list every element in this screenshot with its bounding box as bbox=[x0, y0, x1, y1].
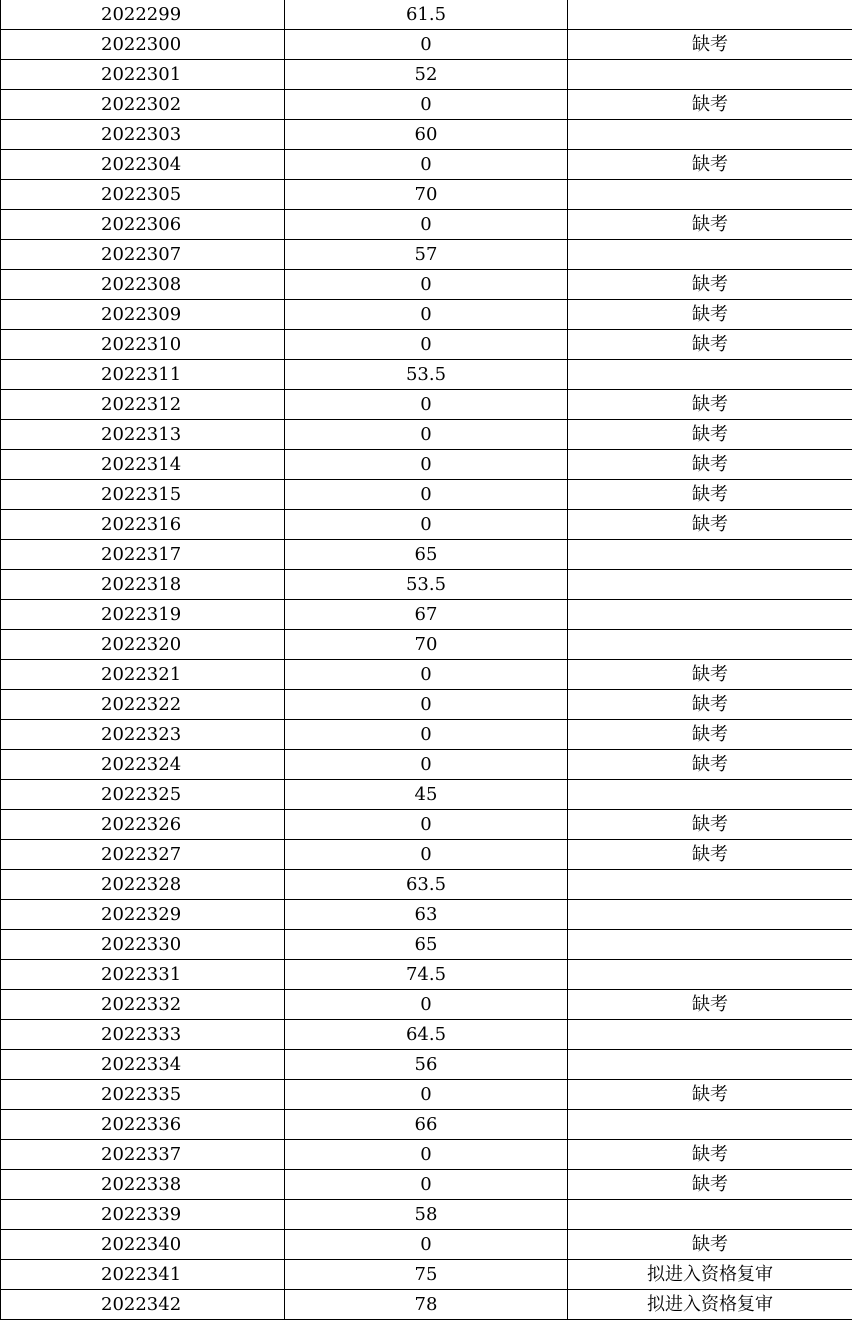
table-row bbox=[1, 1260, 852, 1290]
note-cell bbox=[568, 1200, 852, 1230]
note-cell bbox=[568, 60, 852, 90]
table-row bbox=[1, 690, 852, 720]
candidate-id-cell: 2022301 bbox=[1, 60, 285, 90]
note-cell bbox=[568, 600, 852, 630]
candidate-id-cell: 2022334 bbox=[1, 1050, 285, 1080]
table-row bbox=[1, 570, 852, 600]
table-row bbox=[1, 1110, 852, 1140]
table-row bbox=[1, 180, 852, 210]
table-row bbox=[1, 150, 852, 180]
note-cell: 缺考 bbox=[568, 90, 852, 120]
candidate-id-cell: 2022304 bbox=[1, 150, 285, 180]
note-cell: 缺考 bbox=[568, 30, 852, 60]
candidate-id-cell: 2022324 bbox=[1, 750, 285, 780]
score-cell: 0 bbox=[285, 1080, 568, 1110]
table-row bbox=[1, 840, 852, 870]
score-cell: 0 bbox=[285, 300, 568, 330]
note-cell: 缺考 bbox=[568, 330, 852, 360]
score-cell: 78 bbox=[285, 1290, 568, 1320]
score-table-body bbox=[1, 0, 852, 1320]
table-row bbox=[1, 330, 852, 360]
note-cell: 缺考 bbox=[568, 1230, 852, 1260]
table-row bbox=[1, 420, 852, 450]
candidate-id-cell: 2022342 bbox=[1, 1290, 285, 1320]
note-cell: 缺考 bbox=[568, 840, 852, 870]
note-cell bbox=[568, 360, 852, 390]
note-cell: 缺考 bbox=[568, 1170, 852, 1200]
note-cell: 拟进入资格复审 bbox=[568, 1260, 852, 1290]
note-cell bbox=[568, 870, 852, 900]
score-cell: 0 bbox=[285, 990, 568, 1020]
score-cell: 67 bbox=[285, 600, 568, 630]
table-row bbox=[1, 210, 852, 240]
score-cell: 0 bbox=[285, 690, 568, 720]
note-cell: 缺考 bbox=[568, 990, 852, 1020]
score-cell: 63 bbox=[285, 900, 568, 930]
candidate-id-cell: 2022336 bbox=[1, 1110, 285, 1140]
note-cell: 缺考 bbox=[568, 1080, 852, 1110]
table-row bbox=[1, 1230, 852, 1260]
note-cell bbox=[568, 570, 852, 600]
candidate-id-cell: 2022314 bbox=[1, 450, 285, 480]
candidate-id-cell: 2022320 bbox=[1, 630, 285, 660]
table-row bbox=[1, 1020, 852, 1050]
candidate-id-cell: 2022337 bbox=[1, 1140, 285, 1170]
score-cell: 74.5 bbox=[285, 960, 568, 990]
score-cell: 56 bbox=[285, 1050, 568, 1080]
score-cell: 0 bbox=[285, 810, 568, 840]
note-cell bbox=[568, 1020, 852, 1050]
score-cell: 0 bbox=[285, 480, 568, 510]
table-row bbox=[1, 60, 852, 90]
candidate-id-cell: 2022312 bbox=[1, 390, 285, 420]
score-cell: 63.5 bbox=[285, 870, 568, 900]
candidate-id-cell: 2022329 bbox=[1, 900, 285, 930]
score-cell: 0 bbox=[285, 1230, 568, 1260]
score-cell: 53.5 bbox=[285, 570, 568, 600]
candidate-id-cell: 2022323 bbox=[1, 720, 285, 750]
table-row bbox=[1, 780, 852, 810]
score-cell: 0 bbox=[285, 720, 568, 750]
candidate-id-cell: 2022319 bbox=[1, 600, 285, 630]
score-cell: 53.5 bbox=[285, 360, 568, 390]
note-cell: 拟进入资格复审 bbox=[568, 1290, 852, 1320]
table-row bbox=[1, 1140, 852, 1170]
candidate-id-cell: 2022325 bbox=[1, 780, 285, 810]
candidate-id-cell: 2022302 bbox=[1, 90, 285, 120]
score-cell: 0 bbox=[285, 840, 568, 870]
table-row bbox=[1, 930, 852, 960]
candidate-id-cell: 2022339 bbox=[1, 1200, 285, 1230]
candidate-id-cell: 2022322 bbox=[1, 690, 285, 720]
note-cell: 缺考 bbox=[568, 150, 852, 180]
table-row bbox=[1, 1290, 852, 1320]
table-row bbox=[1, 1200, 852, 1230]
note-cell: 缺考 bbox=[568, 690, 852, 720]
table-row bbox=[1, 90, 852, 120]
note-cell bbox=[568, 930, 852, 960]
note-cell: 缺考 bbox=[568, 480, 852, 510]
score-cell: 0 bbox=[285, 390, 568, 420]
candidate-id-cell: 2022316 bbox=[1, 510, 285, 540]
candidate-id-cell: 2022315 bbox=[1, 480, 285, 510]
table-row bbox=[1, 990, 852, 1020]
table-row bbox=[1, 750, 852, 780]
table-row bbox=[1, 480, 852, 510]
candidate-id-cell: 2022313 bbox=[1, 420, 285, 450]
candidate-id-cell: 2022328 bbox=[1, 870, 285, 900]
table-row bbox=[1, 240, 852, 270]
note-cell: 缺考 bbox=[568, 510, 852, 540]
score-cell: 0 bbox=[285, 750, 568, 780]
table-row bbox=[1, 390, 852, 420]
table-row bbox=[1, 270, 852, 300]
note-cell: 缺考 bbox=[568, 720, 852, 750]
candidate-id-cell: 2022321 bbox=[1, 660, 285, 690]
note-cell: 缺考 bbox=[568, 450, 852, 480]
candidate-id-cell: 2022330 bbox=[1, 930, 285, 960]
candidate-id-cell: 2022317 bbox=[1, 540, 285, 570]
table-row bbox=[1, 1170, 852, 1200]
table-row bbox=[1, 720, 852, 750]
table-row bbox=[1, 810, 852, 840]
score-cell: 0 bbox=[285, 420, 568, 450]
note-cell: 缺考 bbox=[568, 390, 852, 420]
score-cell: 57 bbox=[285, 240, 568, 270]
candidate-id-cell: 2022305 bbox=[1, 180, 285, 210]
score-cell: 61.5 bbox=[285, 0, 568, 30]
table-row bbox=[1, 300, 852, 330]
score-cell: 65 bbox=[285, 540, 568, 570]
note-cell bbox=[568, 900, 852, 930]
note-cell: 缺考 bbox=[568, 420, 852, 450]
score-cell: 0 bbox=[285, 270, 568, 300]
table-row bbox=[1, 960, 852, 990]
note-cell: 缺考 bbox=[568, 750, 852, 780]
table-row bbox=[1, 360, 852, 390]
note-cell bbox=[568, 1050, 852, 1080]
candidate-id-cell: 2022326 bbox=[1, 810, 285, 840]
score-cell: 65 bbox=[285, 930, 568, 960]
note-cell: 缺考 bbox=[568, 210, 852, 240]
note-cell: 缺考 bbox=[568, 1140, 852, 1170]
candidate-id-cell: 2022331 bbox=[1, 960, 285, 990]
score-cell: 70 bbox=[285, 630, 568, 660]
candidate-id-cell: 2022306 bbox=[1, 210, 285, 240]
candidate-id-cell: 2022333 bbox=[1, 1020, 285, 1050]
candidate-id-cell: 2022308 bbox=[1, 270, 285, 300]
table-row bbox=[1, 1050, 852, 1080]
note-cell bbox=[568, 960, 852, 990]
candidate-id-cell: 2022340 bbox=[1, 1230, 285, 1260]
candidate-id-cell: 2022310 bbox=[1, 330, 285, 360]
score-cell: 60 bbox=[285, 120, 568, 150]
table-row bbox=[1, 630, 852, 660]
score-cell: 58 bbox=[285, 1200, 568, 1230]
candidate-id-cell: 2022307 bbox=[1, 240, 285, 270]
candidate-id-cell: 2022335 bbox=[1, 1080, 285, 1110]
score-cell: 75 bbox=[285, 1260, 568, 1290]
score-cell: 0 bbox=[285, 90, 568, 120]
table-row bbox=[1, 120, 852, 150]
note-cell: 缺考 bbox=[568, 660, 852, 690]
score-cell: 0 bbox=[285, 510, 568, 540]
table-row bbox=[1, 30, 852, 60]
score-cell: 66 bbox=[285, 1110, 568, 1140]
score-cell: 0 bbox=[285, 1140, 568, 1170]
table-row bbox=[1, 870, 852, 900]
candidate-id-cell: 2022309 bbox=[1, 300, 285, 330]
note-cell bbox=[568, 780, 852, 810]
score-cell: 45 bbox=[285, 780, 568, 810]
score-cell: 0 bbox=[285, 150, 568, 180]
table-row bbox=[1, 900, 852, 930]
score-cell: 64.5 bbox=[285, 1020, 568, 1050]
candidate-id-cell: 2022327 bbox=[1, 840, 285, 870]
score-cell: 0 bbox=[285, 660, 568, 690]
candidate-id-cell: 2022303 bbox=[1, 120, 285, 150]
candidate-id-cell: 2022332 bbox=[1, 990, 285, 1020]
score-cell: 0 bbox=[285, 330, 568, 360]
table-row bbox=[1, 600, 852, 630]
score-cell: 0 bbox=[285, 210, 568, 240]
note-cell bbox=[568, 120, 852, 150]
table-row bbox=[1, 540, 852, 570]
score-cell: 0 bbox=[285, 1170, 568, 1200]
score-cell: 52 bbox=[285, 60, 568, 90]
candidate-id-cell: 2022299 bbox=[1, 0, 285, 30]
score-cell: 0 bbox=[285, 450, 568, 480]
candidate-id-cell: 2022318 bbox=[1, 570, 285, 600]
note-cell: 缺考 bbox=[568, 810, 852, 840]
note-cell: 缺考 bbox=[568, 300, 852, 330]
note-cell bbox=[568, 180, 852, 210]
note-cell: 缺考 bbox=[568, 270, 852, 300]
table-row bbox=[1, 510, 852, 540]
note-cell bbox=[568, 540, 852, 570]
score-cell: 0 bbox=[285, 30, 568, 60]
candidate-id-cell: 2022338 bbox=[1, 1170, 285, 1200]
table-row bbox=[1, 660, 852, 690]
table-row bbox=[1, 450, 852, 480]
note-cell bbox=[568, 630, 852, 660]
note-cell bbox=[568, 1110, 852, 1140]
table-row bbox=[1, 0, 852, 30]
note-cell bbox=[568, 240, 852, 270]
score-cell: 70 bbox=[285, 180, 568, 210]
candidate-id-cell: 2022300 bbox=[1, 30, 285, 60]
note-cell bbox=[568, 0, 852, 30]
candidate-id-cell: 2022311 bbox=[1, 360, 285, 390]
table-row bbox=[1, 1080, 852, 1110]
candidate-id-cell: 2022341 bbox=[1, 1260, 285, 1290]
